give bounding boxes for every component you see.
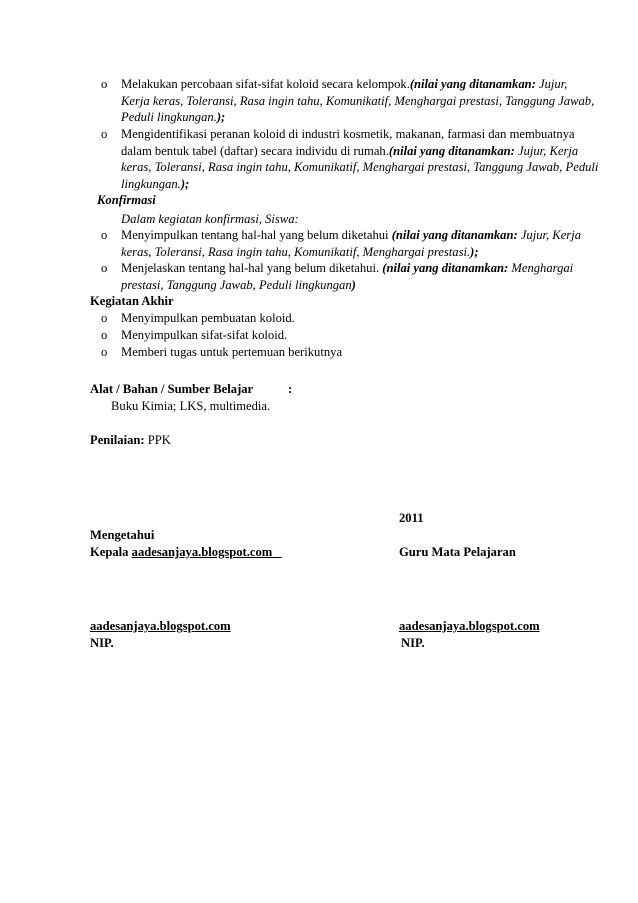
closing-punct: ); xyxy=(216,110,226,124)
konfirmasi-heading: Konfirmasi xyxy=(97,193,156,207)
penilaian-line xyxy=(90,432,171,449)
kepala-line xyxy=(90,544,282,561)
list-item-text xyxy=(121,227,597,260)
nilai-text: Menghargai prestasi, Tanggung Jawab, Peduli lingkungan xyxy=(121,261,574,292)
activity-text: Menjelaskan tentang hal-hal yang belum diketahui. xyxy=(121,261,383,275)
alat-label: Alat / Bahan / Sumber Belajar xyxy=(90,382,254,396)
nilai-label: (nilai yang ditanamkan: xyxy=(382,261,509,275)
closing-punct: ) xyxy=(351,277,356,292)
activity-text: Melakukan percobaan sifat-sifat koloid secara kelompok. xyxy=(121,77,410,91)
kepala-prefix: Kepala xyxy=(90,545,132,559)
activity-text: Mengidentifikasi peranan koloid di industri kosmetik, makanan, farmasi dan membuatnya dalam bentuk tabel (daftar) secara individu di rumah. xyxy=(121,127,575,158)
guru-label: Guru Mata Pelajaran xyxy=(399,545,516,559)
bullet-marker: o xyxy=(101,311,108,325)
right-signer-name[interactable]: aadesanjaya.blogspot.com xyxy=(399,619,540,633)
alat-value: Buku Kimia; LKS, multimedia. xyxy=(111,399,271,413)
list-item-text: Menyimpulkan sifat-sifat koloid. xyxy=(121,328,288,342)
list-item-text: Menyimpulkan pembuatan koloid. xyxy=(121,311,295,325)
nilai-label: (nilai yang ditanamkan: xyxy=(388,143,515,158)
list-item-text xyxy=(121,76,599,126)
nilai-text: Jujur, Kerja keras, Toleransi, Rasa ingin tahu, Komunikatif, Menghargai prestasi, Tanggung Jawab, Peduli lingkungan. xyxy=(121,77,595,124)
nilai-label: (nilai yang ditanamkan: xyxy=(391,228,518,242)
left-signer-name[interactable]: aadesanjaya.blogspot.com xyxy=(90,619,231,633)
alat-colon: : xyxy=(288,382,293,396)
bullet-marker: o xyxy=(101,261,108,275)
right-nip: NIP. xyxy=(401,636,425,650)
list-item-text xyxy=(121,126,601,192)
bullet-marker: o xyxy=(101,228,108,242)
list-item-text: Memberi tugas untuk pertemuan berikutnya xyxy=(121,345,343,359)
closing-punct: ); xyxy=(180,176,190,191)
bullet-marker: o xyxy=(101,77,108,91)
activity-text: Menyimpulkan tentang hal-hal yang belum diketahui xyxy=(121,228,392,242)
list-item-text xyxy=(121,260,597,293)
kepala-underline-tail xyxy=(272,545,281,559)
mengetahui-label: Mengetahui xyxy=(90,528,155,542)
closing-punct: ); xyxy=(470,244,479,259)
bullet-marker: o xyxy=(101,328,108,342)
kepala-link[interactable]: aadesanjaya.blogspot.com xyxy=(131,545,273,559)
penilaian-label: Penilaian: xyxy=(90,433,145,447)
konfirmasi-intro: Dalam kegiatan konfirmasi, Siswa: xyxy=(121,212,299,226)
bullet-marker: o xyxy=(101,345,108,359)
kegiatan-akhir-heading: Kegiatan Akhir xyxy=(90,294,174,308)
nilai-text: Jujur, Kerja keras, Toleransi, Rasa ingin tahu, Komunikatif, Menghargai prestasi. xyxy=(121,228,581,259)
penilaian-value: PPK xyxy=(144,433,171,447)
nilai-text: Jujur, Kerja keras, Toleransi, Rasa ingin tahu, Komunikatif, Menghargai prestasi, Tanggung Jawab, Peduli lingkungan. xyxy=(121,143,599,191)
bullet-marker: o xyxy=(101,127,108,141)
left-nip: NIP. xyxy=(90,636,114,650)
signature-year: 2011 xyxy=(399,511,424,525)
nilai-label: (nilai yang ditanamkan: xyxy=(409,77,536,91)
